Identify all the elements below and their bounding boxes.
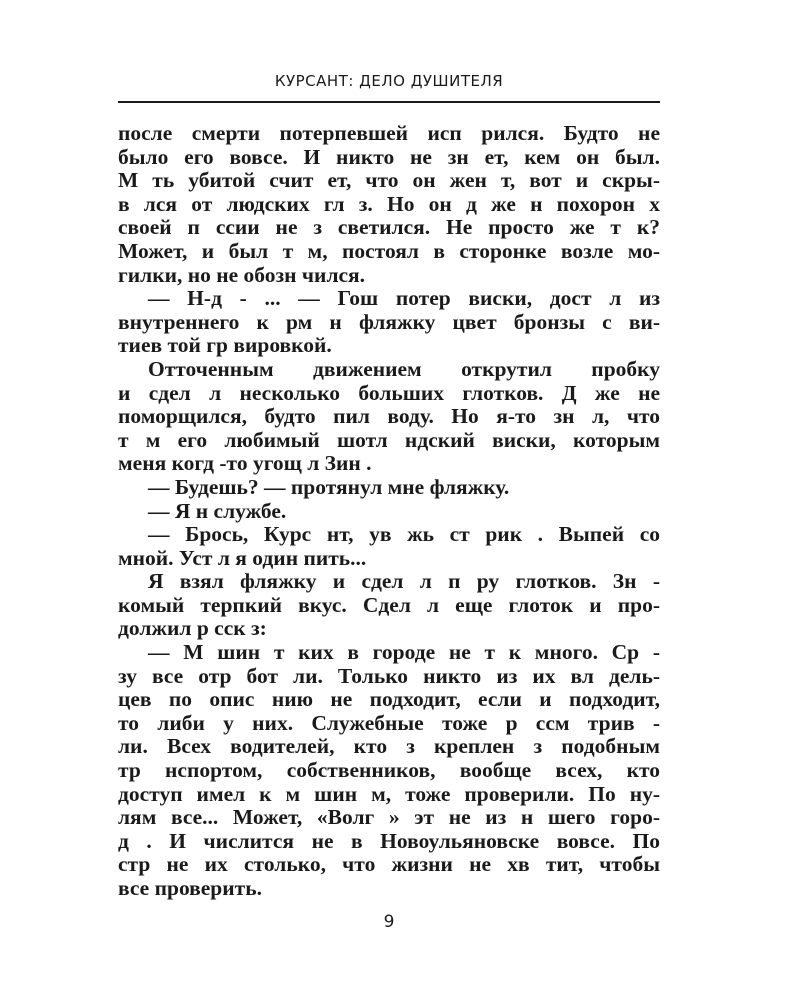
text-line: тр нспортом, собственников, вообще всех, кто bbox=[118, 759, 660, 783]
text-line: мной. Уст л я один пить... bbox=[118, 546, 367, 570]
text-line: зу все отр бот ли. Только никто из их вл дель- bbox=[118, 664, 660, 688]
running-head: КУРСАНТ: ДЕЛО ДУШИТЕЛЯ bbox=[274, 72, 504, 90]
text-line: стр не их столько, что жизни не хв тит, чтобы bbox=[118, 853, 660, 877]
text-line: комый терпкий вкус. Сдел л еще глоток и про- bbox=[118, 593, 660, 617]
text-line: то либи у них. Служебные тоже р ссм трив - bbox=[118, 711, 660, 735]
text-line: лям все... Может, «Волг » эт не из н шего горо- bbox=[118, 806, 660, 830]
body-text bbox=[118, 122, 660, 901]
text-line: тиев той гр вировкой. bbox=[118, 334, 332, 358]
header-rule bbox=[118, 101, 660, 103]
text-line: цев по опис нию не подходит, если и подходит, bbox=[118, 688, 660, 712]
text-line: М ть убитой счит ет, что он жен т, вот и скры- bbox=[118, 169, 660, 193]
text-line: Я взял фляжку и сдел л п ру глотков. Зн - bbox=[148, 570, 660, 594]
text-line: поморщился, будто пил воду. Но я-то зн л, что bbox=[118, 405, 660, 429]
text-line: — Я н службе. bbox=[148, 499, 287, 523]
text-line: — Будешь? — протянул мне фляжку. bbox=[148, 475, 510, 499]
text-line: — Брось, Курс нт, ув жь ст рик . Выпей со bbox=[148, 523, 660, 547]
text-line: гилки, но не обозн чился. bbox=[118, 263, 366, 287]
text-line: д . И числится не в Новоульяновске вовсе. По bbox=[118, 829, 660, 853]
text-line: внутреннего к рм н фляжку цвет бронзы с ви- bbox=[118, 310, 660, 334]
text-line: своей п ссии не з светился. Не просто же т к? bbox=[118, 216, 660, 240]
text-line: меня когд -то угощ л Зин . bbox=[118, 452, 372, 476]
text-line: — М шин т ких в городе не т к много. Ср - bbox=[148, 641, 660, 665]
text-line: Отточенным движением открутил пробку bbox=[148, 357, 660, 381]
text-line: — Н-д - ... — Гош потер виски, дост л из bbox=[148, 287, 660, 311]
text-line: доступ имел к м шин м, тоже проверили. По ну- bbox=[118, 782, 660, 806]
text-line: все проверить. bbox=[118, 877, 262, 900]
text-line: должил р сск з: bbox=[118, 617, 267, 641]
text-line: ли. Всех водителей, кто з креплен з подобным bbox=[118, 735, 660, 759]
text-line: после смерти потерпевшей исп рился. Будто не bbox=[118, 122, 660, 145]
page-number: 9 bbox=[383, 912, 395, 932]
text-line: было его вовсе. И никто не зн ет, кем он был. bbox=[118, 145, 660, 169]
text-line: и сдел л несколько больших глотков. Д же не bbox=[118, 381, 660, 405]
text-line: в лся от людских гл з. Но он д же н похорон х bbox=[118, 192, 660, 216]
text-line: Может, и был т м, постоял в сторонке возле мо- bbox=[118, 239, 660, 263]
text-line: т м его любимый шотл ндский виски, которым bbox=[118, 428, 660, 452]
